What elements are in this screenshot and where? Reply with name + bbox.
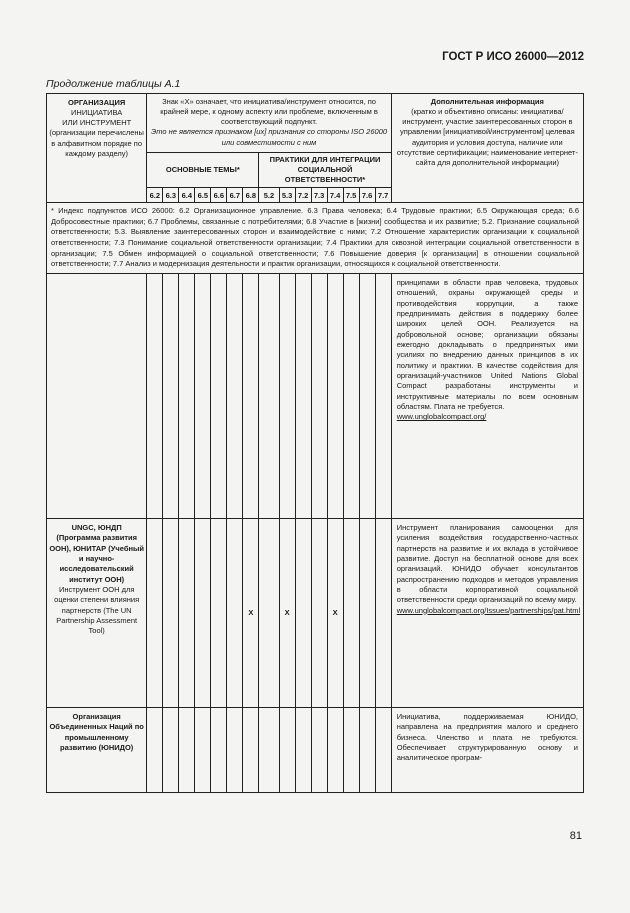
- org-name-plain: Инструмент ООН для оценки степени влияния партнерств (The UN Partnership Assessment Tool): [54, 584, 140, 636]
- mark-cell: [259, 518, 279, 707]
- mark-cell: [227, 707, 243, 792]
- column-header: 6.7: [227, 188, 243, 203]
- mark-cell: [359, 707, 375, 792]
- mark-cell: [311, 273, 327, 518]
- table-row: [47, 518, 584, 707]
- column-header: 5.3: [279, 188, 295, 203]
- mark-cell: [359, 518, 375, 707]
- mark-cell: [211, 518, 227, 707]
- header-org-sub1: ИНИЦИАТИВА: [71, 108, 123, 118]
- mark-cell: [375, 518, 391, 707]
- mark-cell: [327, 273, 343, 518]
- org-name-bold: UNGC, ЮНДП (Программа развития ООН), ЮНИТАР (Учебный и научно-исследовательский институт ООН): [49, 522, 144, 584]
- mark-cell: [311, 707, 327, 792]
- mark-cell: [163, 707, 179, 792]
- mark-cell: [311, 518, 327, 707]
- info-link[interactable]: www.unglobalcompact.org/: [396, 412, 487, 422]
- header-org-note: (организации перечислены в алфавитном порядке по каждому разделу): [49, 128, 144, 158]
- column-header: 6.2: [147, 188, 163, 203]
- header-extra-title: Дополнительная информация: [430, 97, 544, 106]
- org-cell: [47, 273, 147, 518]
- mark-cell: [227, 273, 243, 518]
- header-x-note: [147, 94, 391, 153]
- mark-cell: [375, 707, 391, 792]
- org-cell: [47, 707, 147, 792]
- mark-cell: [195, 707, 211, 792]
- org-cell: [47, 518, 147, 707]
- info-cell: [391, 518, 583, 707]
- mark-cell: X: [243, 518, 259, 707]
- table-caption: Продолжение таблицы А.1: [46, 78, 181, 90]
- header-org-sub2: ИЛИ ИНСТРУМЕНТ: [62, 118, 132, 128]
- header-x-note-1: Знак «X» означает, что инициатива/инструмент относится, по крайней мере, к одному аспекту или проблеме, включенным в соответствующий подпункт.: [160, 97, 378, 127]
- column-header: 7.7: [375, 188, 391, 203]
- mark-cell: X: [279, 518, 295, 707]
- mark-cell: [343, 707, 359, 792]
- info-text: принципами в области прав человека, трудовых отношений, охраны окружающей среды и противодействия коррупции, а также предпринимать действия в поддержку более широких целей ООН. Реализуется на добровольной основе; организации обязаны ежегодно докладывать о предпринятых ими усилиях по внедрению данных принципов в их политику и практики. В качестве содействия для организаций-участников United Nations Global Compact разработаны инструменты и инструктивные материалы по всем основным областям. Плата не требуется.: [396, 277, 578, 411]
- mark-cell: [147, 518, 163, 707]
- mark-cell: [195, 273, 211, 518]
- mark-cell: [295, 273, 311, 518]
- mark-cell: [163, 518, 179, 707]
- column-header: 7.5: [343, 188, 359, 203]
- column-header: 6.6: [211, 188, 227, 203]
- mark-cell: [179, 273, 195, 518]
- mark-cell: [227, 518, 243, 707]
- column-header: 7.4: [327, 188, 343, 203]
- mark-cell: [327, 707, 343, 792]
- info-cell: [391, 273, 583, 518]
- mark-cell: [211, 707, 227, 792]
- table-row: [47, 707, 584, 792]
- header-org-title: ОРГАНИЗАЦИЯ: [68, 98, 126, 107]
- info-link[interactable]: www.unglobalcompact.org/Issues/partnerships/pat.html: [396, 605, 581, 615]
- mark-cell: [179, 707, 195, 792]
- mark-cell: [179, 518, 195, 707]
- column-header: 7.3: [311, 188, 327, 203]
- column-header: 7.6: [359, 188, 375, 203]
- mark-cell: X: [327, 518, 343, 707]
- mark-cell: [279, 707, 295, 792]
- standard-header: ГОСТ Р ИСО 26000—2012: [442, 51, 584, 63]
- table-row: [47, 273, 584, 518]
- initiatives-table: [46, 93, 584, 793]
- column-header: 6.5: [195, 188, 211, 203]
- mark-cell: [359, 273, 375, 518]
- mark-cell: [211, 273, 227, 518]
- mark-cell: [279, 273, 295, 518]
- header-core-themes: ОСНОВНЫЕ ТЕМЫ*: [147, 153, 259, 188]
- column-header: 6.8: [243, 188, 259, 203]
- mark-cell: [259, 273, 279, 518]
- info-text: Инициатива, поддерживаемая ЮНИДО, направлена на предприятия малого и среднего бизнеса. Членство и плата не требуются. Обеспечивает структурированную основу и аналитическое програм-: [396, 711, 578, 763]
- column-header: 6.3: [163, 188, 179, 203]
- header-extra-body: (кратко и объективно описаны: инициатива/инструмент, участие заинтересованных сторон в управлении [инициативой/инструментом] целевая аудитория и условия доступа, наличие или отсутствие сертификации; наименование интернет-сайта для дополнительной информации): [396, 107, 578, 167]
- mark-cell: [243, 273, 259, 518]
- mark-cell: [343, 518, 359, 707]
- mark-cell: [343, 273, 359, 518]
- mark-cell: [375, 273, 391, 518]
- mark-cell: [243, 707, 259, 792]
- column-header: 5.2: [259, 188, 279, 203]
- index-footnote: * Индекс подпунктов ИСО 26000: 6.2 Организационное управление. 6.3 Права человека; 6.4 Трудовые практики; 6.5 Окружающая среда; 6.6 Добросовестные практики; 6.7 Проблемы, связанные с потребителями; 6.8 Участие в [жизни] сообщества и их развитие; 5.2. Признание социальной ответственности; 5.3. Выявление заинтересованных сторон и взаимодействие с ними; 7.2 Отношение характеристик организации к социальной ответственности; 7.3 Понимание социальной ответственности организации; 7.4 Практики для сквозной интеграции социальной ответственности в организации; 7.5 Обмен информацией о социальной ответственности; 7.6 Повышение доверия [к организации] в отношении социальной ответственности; 7.7 Анализ и модернизация деятельности и практик организации, относящихся к социальной ответственности.: [47, 203, 584, 274]
- org-name-bold: Организация Объединенных Наций по промышленному развитию (ЮНИДО): [49, 711, 144, 752]
- info-cell: [391, 707, 583, 792]
- column-header: 6.4: [179, 188, 195, 203]
- header-practices: ПРАКТИКИ ДЛЯ ИНТЕГРАЦИИ СОЦИАЛЬНОЙ ОТВЕТСТВЕННОСТИ*: [259, 153, 391, 188]
- header-x-note-2: Это не является признаком [их] признания со стороны ISO 26000 или совместимости с ним: [151, 127, 388, 147]
- info-text: Инструмент планирования самооценки для усиления воздействия государственно-частных партнерств на развитие и их вклада в устойчивое развитие. Доступ на бесплатной основе для всех организаций. ЮНИДО обучает консультантов распространению подходов и методов управления в области корпоративной социальной ответственности среди организаций по всему миру.: [396, 522, 578, 605]
- mark-cell: [147, 273, 163, 518]
- mark-cell: [295, 518, 311, 707]
- header-org-cell: [47, 94, 147, 203]
- mark-cell: [147, 707, 163, 792]
- mark-cell: [295, 707, 311, 792]
- header-extra-cell: [391, 94, 583, 203]
- page-number: 81: [569, 830, 582, 842]
- column-header: 7.2: [295, 188, 311, 203]
- mark-cell: [259, 707, 279, 792]
- mark-cell: [163, 273, 179, 518]
- mark-cell: [195, 518, 211, 707]
